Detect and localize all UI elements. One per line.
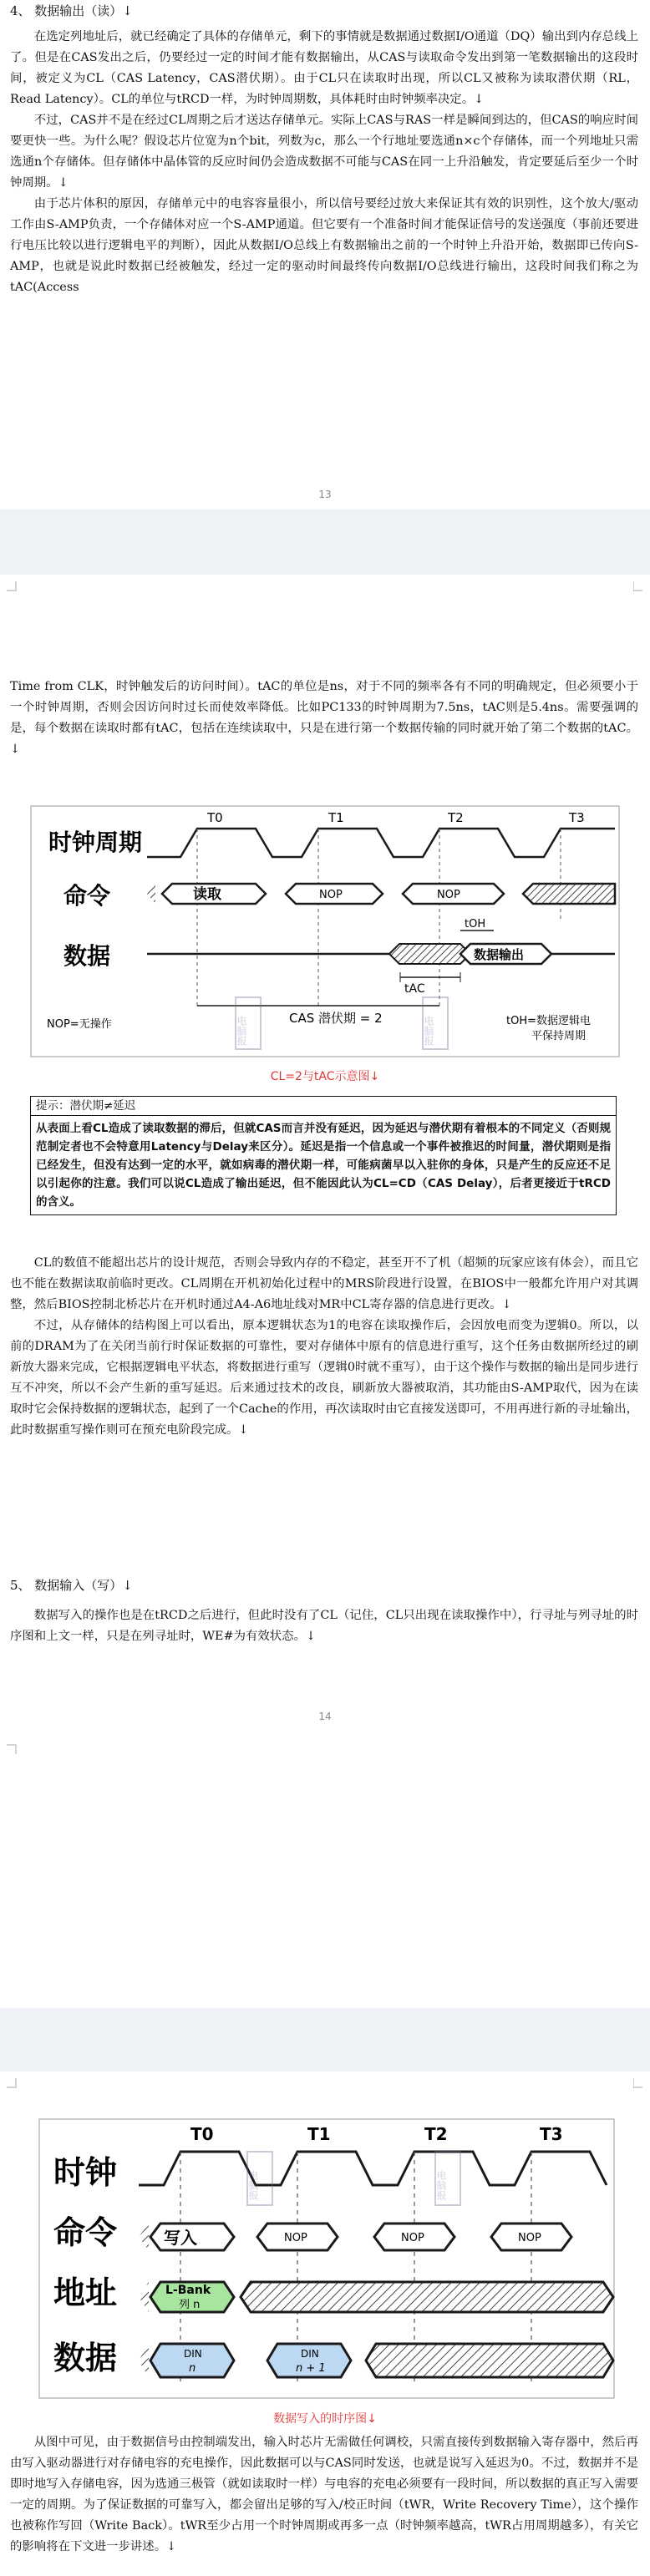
paragraph: 在选定列地址后，就已经确定了具体的存储单元，剩下的事情就是数据通过数据I/O通道（DQ）输出到内存总线上了。但是在CAS发出之后，仍要经过一定的时间才能有数据输出，从CAS与读取命令发出到第一笔数据输出的这段时间，被定义为CL（CAS Latency，CAS潜伏期）。由于CL只在读取时出现，所以CL又被称为读取潜伏期（RL，Read Latency）。CL的单位与tRCD一样，为时钟周期数，具体耗时由时钟频率决定。↓ [10, 30, 638, 106]
tip-title: 提示：潜伏期≠延迟 [31, 1097, 616, 1116]
cas-latency-label: CAS 潜伏期 = 2 [289, 1011, 383, 1026]
tick-label-t0: T0 [207, 810, 223, 825]
paragraph: 数据写入的操作也是在tRCD之后进行，但此时没有了CL（记住，CL只出现在读取操作中），行寻址与列寻址的时序图和上文一样，只是在列寻址时，WE#为有效状态。↓ [10, 1609, 638, 1643]
command-nop-label: NOP [518, 2232, 541, 2244]
legend-nop: NOP=无操作 [47, 1018, 112, 1031]
tick-label-t3: T3 [540, 2124, 563, 2144]
svg-text:电脑报: 电脑报 [423, 1016, 434, 1046]
document-page-13 [0, 0, 650, 510]
legend-toh-continued: 平保持周期 [531, 1030, 587, 1042]
margin-corner-mark [633, 2078, 643, 2088]
margin-corner-mark [7, 2078, 17, 2088]
paragraph: CL的数值不能超出芯片的设计规范，否则会导致内存的不稳定，甚至开不了机（超频的玩家应该有体会），而且它也不能在数据读取前临时更改。CL周期在开机初始化过程中的MRS阶段进行设置，在BIOS中一般都允许用户对其调整，然后BIOS控制北桥芯片在开机时通过A4-A6地址线对MR中CL寄存器的信息进行更改。↓ [10, 1256, 638, 1311]
tick-label-t2: T2 [424, 2124, 448, 2144]
page-14-top-body [10, 677, 638, 760]
address-dont-care-hatch [241, 2282, 613, 2312]
row-label-data: 数据 [53, 2340, 118, 2376]
command-write-label: 写入 [164, 2228, 197, 2248]
page-15-body [10, 2432, 638, 2558]
address-column-label: 列 n [179, 2299, 201, 2311]
write-timing-diagram [38, 2118, 615, 2399]
toh-label: tOH [465, 918, 486, 931]
page-number: 13 [318, 489, 332, 500]
page-13-body [10, 27, 638, 298]
tip-box [30, 1096, 617, 1215]
command-nop-label: NOP [284, 2232, 307, 2244]
data-output-label: 数据输出 [474, 947, 525, 962]
figure-caption: 数据写入的时序图↓ [273, 2412, 377, 2426]
paragraph: 不过，从存储体的结构图上可以看出，原本逻辑状态为1的电容在读取操作后，会因放电而变为逻辑0。所以，以前的DRAM为了在关闭当前行时保证数据的可靠性，要对存储体中原有的信息进行重写，这个任务由数据所经过的刷新放大器来完成，它根据逻辑电平状态，将数据进行重写（逻辑0时就不重写），由于这个操作与数据的输出是同步进行互不冲突，所以不会产生新的重写延迟。后来通过技术的改良，刷新放大器被取消，其功能由S-AMP取代，因为在读取时它会保持数据的逻辑状态，起到了一个Cache的作用，再次读取时由它直接发送即可，不用再进行新的寻址输出，此时数据重写操作则可在预充电阶段完成。↓ [10, 1319, 638, 1437]
cl-tac-timing-diagram [30, 805, 620, 1057]
command-nop-label: NOP [437, 889, 460, 901]
document-page-15 [0, 2071, 650, 2576]
page-number: 14 [318, 1711, 332, 1722]
paragraph: 不过，CAS并不是在经过CL周期之后才送达存储单元。实际上CAS与RAS一样是瞬间到达的，但CAS的响应时间要更快一些。为什么呢？假设芯片位宽为n个bit，列数为c，那么一个行地址要选通n×c个存储体，而一个列地址只需选通n个存储体。但存储体中晶体管的反应时间仍会造成数据不可能与CAS在同一上升沿触发，肯定要延后至少一个时钟周期。↓ [10, 114, 638, 190]
figure-caption: CL=2与tAC示意图↓ [270, 1070, 380, 1083]
row-label-command: 命令 [53, 2214, 118, 2251]
page-14-final-body [10, 1605, 638, 1647]
tick-label-t1: T1 [307, 2124, 331, 2144]
tip-body: 从表面上看CL造成了读取数据的滞后，但就CAS而言并没有延迟，因为延迟与潜伏期有着根本的不同定义（否则规范制定者也不会特意用Latency与Delay来区分）。延迟是指一个信息或一个事件被推迟的时间量，潜伏期则是指已经发生，但没有达到一定的水平，就如病毒的潜伏期一样，可能病菌早以入驻你的身体，只是产生的反应还不足以引起你的注意。我们可以说CL造成了输出延迟，但不能因此认为CL=CD（CAS Delay），后者更接近于tRCD的含义。 [36, 1122, 611, 1209]
tac-label: tAC [404, 982, 425, 996]
margin-corner-mark [7, 1744, 17, 1754]
section-heading-data-output: 4、 数据输出（读）↓ [10, 3, 133, 18]
svg-text:电脑报: 电脑报 [236, 1016, 247, 1046]
data-dont-care-hatch [366, 2344, 613, 2377]
tick-label-t0: T0 [190, 2124, 214, 2144]
address-lbank-label: L-Bank [165, 2284, 211, 2297]
command-read-label: 读取 [193, 886, 221, 903]
margin-corner-mark [7, 581, 17, 591]
data-transition-hatch [389, 944, 470, 964]
document-page-14 [0, 575, 650, 2008]
row-label-address: 地址 [53, 2274, 118, 2311]
paragraph: 由于芯片体积的原因，存储单元中的电容容量很小，所以信号要经过放大来保证其有效的识别性，这个放大/驱动工作由S-AMP负责，一个存储体对应一个S-AMP通道。但它要有一个准备时间才能保证信号的发送强度（事前还要进行电压比较以进行逻辑电平的判断），因此从数据I/O总线上有数据输出之前的一个时钟上升沿开始，数据即已传向S-AMP，也就是说此时数据已经被触发，经过一定的驱动时间最终传向数据I/O总线进行输出，这段时间我们称之为tAC(Access [10, 197, 638, 294]
data-in-label: DIN [301, 2348, 319, 2360]
row-label-data: 数据 [63, 942, 111, 970]
legend-toh: tOH=数据逻辑电 [506, 1015, 591, 1027]
svg-text:电脑报: 电脑报 [435, 2170, 447, 2200]
command-nop-label: NOP [319, 889, 343, 901]
data-in-index-n: n [189, 2362, 196, 2375]
margin-corner-mark [633, 581, 643, 591]
page-14-bottom-body [10, 1253, 638, 1441]
paragraph: Time from CLK，时钟触发后的访问时间）。tAC的单位是ns，对于不同的频率各有不同的明确规定，但必须要小于一个时钟周期，否则会因访问时过长而使效率降低。比如PC133的时钟周期为7.5ns，tAC则是5.4ns。需要强调的是，每个数据在读取时都有tAC，包括在连续读取中，只是在进行第一个数据传输的同时就开始了第二个数据的tAC。↓ [10, 680, 638, 756]
data-in-index-n1: n + 1 [296, 2362, 326, 2375]
section-heading-data-input: 5、 数据输入（写）↓ [10, 1578, 133, 1593]
tick-label-t3: T3 [569, 810, 585, 825]
tick-label-t1: T1 [328, 810, 344, 825]
data-in-label: DIN [184, 2348, 202, 2360]
svg-text:电脑报: 电脑报 [247, 2170, 259, 2200]
command-nop-label: NOP [401, 2232, 424, 2244]
row-label-command: 命令 [63, 882, 111, 910]
tick-label-t2: T2 [448, 810, 464, 825]
row-label-clock: 时钟 [53, 2154, 118, 2191]
row-label-clock: 时钟周期 [48, 829, 143, 856]
paragraph: 从图中可见，由于数据信号由控制端发出，输入时芯片无需做任何调校，只需直接传到数据输入寄存器中，然后再由写入驱动器进行对存储电容的充电操作，因此数据可以与CAS同时发送，也就是说写入延迟为0。不过，数据并不是即时地写入存储电容，因为选通三极管（就如读取时一样）与电容的充电必须要有一段时间，所以数据的真正写入需要一定的周期。为了保证数据的可靠写入，都会留出足够的写入/校正时间（tWR，Write Recovery Time），这个操作也被称作写回（Write Back）。tWR至少占用一个时钟周期或再多一点（时钟频率越高，tWR占用周期越多），有关它的影响将在下文进一步讲述。↓ [10, 2436, 638, 2553]
